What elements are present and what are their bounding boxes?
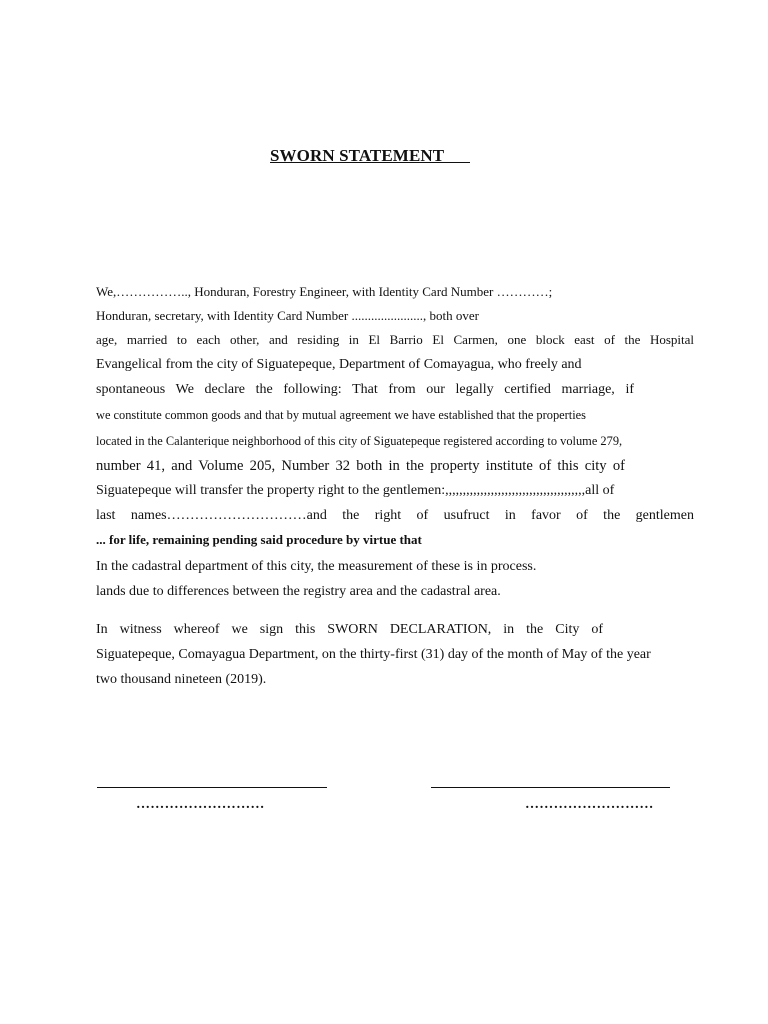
body-line-1: We,…………….., Honduran, Forestry Engineer, with Identity Card Number …………; bbox=[96, 284, 553, 299]
body-line-8: number 41, and Volume 205, Number 32 both in the property institute of this city of bbox=[96, 458, 625, 474]
document-title: SWORN STATEMENT bbox=[270, 146, 470, 165]
body-line-9: Siguatepeque will transfer the property right to the gentlemen:,,,,,,,,,,,,,,,,,,,,,,,,,,,,,,,,,,,,,,,,all of bbox=[96, 483, 615, 498]
body-line-3: age, married to each other, and residing in El Barrio El Carmen, one block east of the Hospital bbox=[96, 332, 694, 347]
signature-line-right bbox=[431, 787, 670, 788]
signature-line-left bbox=[97, 787, 327, 788]
signature-name-right: ……………………… bbox=[525, 797, 654, 812]
witness-line-2: Siguatepeque, Comayagua Department, on the thirty-first (31) day of the month of May of the year bbox=[96, 647, 651, 662]
body-line-5: spontaneous We declare the following: That from our legally certified marriage, if bbox=[96, 382, 634, 397]
witness-line-1: In witness whereof we sign this SWORN DECLARATION, in the City of bbox=[96, 622, 603, 637]
body-line-13: lands due to differences between the registry area and the cadastral area. bbox=[96, 584, 501, 599]
body-line-10: last names…………………………and the right of usufruct in favor of the gentlemen bbox=[96, 508, 694, 523]
body-line-6: we constitute common goods and that by mutual agreement we have established that the properties bbox=[96, 408, 586, 422]
witness-line-3: two thousand nineteen (2019). bbox=[96, 672, 267, 687]
body-line-2: Honduran, secretary, with Identity Card Number ......................, both over bbox=[96, 308, 479, 323]
body-line-7: located in the Calanterique neighborhood of this city of Siguatepeque registered according to volume 279, bbox=[96, 434, 623, 448]
body-line-12: In the cadastral department of this city, the measurement of these is in process. bbox=[96, 559, 537, 574]
body-line-4: Evangelical from the city of Siguatepeque, Department of Comayagua, who freely and bbox=[96, 357, 582, 372]
signature-name-left: ……………………… bbox=[136, 797, 265, 812]
body-line-11-bold: ... for life, remaining pending said procedure by virtue that bbox=[96, 532, 422, 547]
